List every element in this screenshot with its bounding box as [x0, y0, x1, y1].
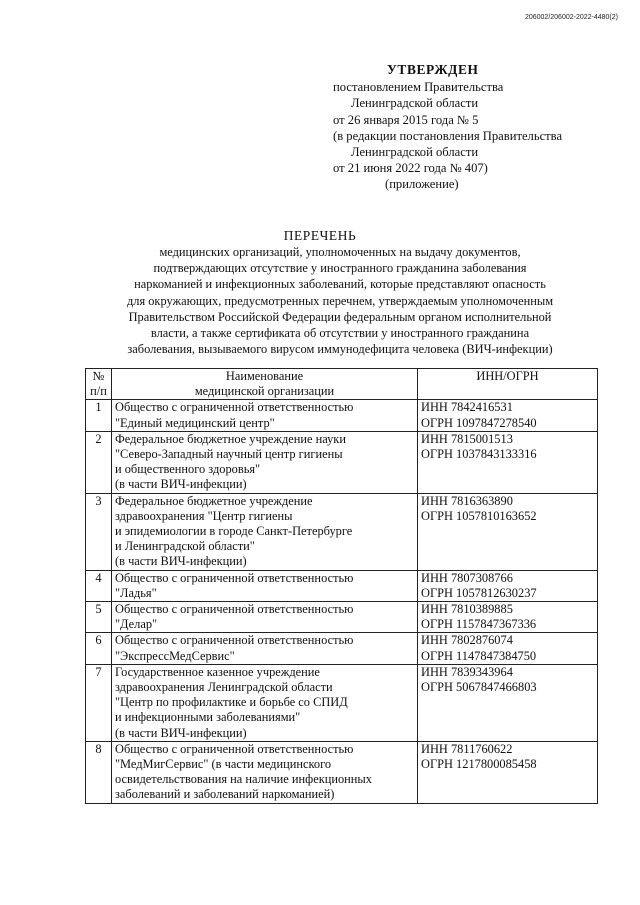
approval-line: Ленинградской области — [351, 145, 479, 160]
inn-ogrn-cell — [418, 602, 598, 633]
inn-value: ИНН 7810389885 — [421, 602, 513, 617]
organization-name — [112, 431, 418, 493]
approval-line: постановлением Правительства — [333, 80, 504, 95]
inn-value: ИНН 7811760622 — [421, 741, 513, 756]
inn-ogrn-cell — [418, 570, 598, 601]
subtitle-line: наркоманией и инфекционных заболеваний, которые представляют опасность — [134, 277, 546, 292]
organization-name-line: (в части ВИЧ-инфекции) — [115, 725, 247, 740]
subtitle-line: для окружающих, предусмотренных перечнем, утверждаемым уполномоченным — [126, 293, 554, 308]
row-number: 3 — [86, 493, 112, 570]
table-header-row — [86, 369, 598, 400]
organization-name-line: освидетельствования на наличие инфекционных — [115, 772, 372, 787]
row-number: 4 — [86, 570, 112, 601]
inn-value: ИНН 7839343964 — [421, 664, 513, 679]
inn-value: ИНН 7807308766 — [421, 570, 513, 585]
organization-name-line: и общественного здоровья" — [115, 462, 261, 477]
inn-ogrn-cell — [418, 431, 598, 493]
organization-name-line: "Северо-Западный научный центр гигиены — [115, 447, 343, 462]
inn-ogrn-cell — [418, 400, 598, 431]
inn-value: ИНН 7802876074 — [421, 633, 513, 648]
header-line: п/п — [90, 384, 107, 399]
organization-name-line: (в части ВИЧ-инфекции) — [115, 554, 247, 569]
approval-line: (приложение) — [385, 177, 459, 192]
table-row — [86, 570, 598, 601]
header-line: медицинской организации — [194, 384, 335, 399]
subtitle-line: Правительством Российской Федерации федеральным органом исполнительной — [128, 309, 552, 324]
inn-value: ИНН 7816363890 — [421, 493, 513, 508]
organizations-table — [85, 368, 598, 804]
organization-name — [112, 741, 418, 803]
row-number: 1 — [86, 400, 112, 431]
organization-name-line: "Ладья" — [115, 585, 157, 600]
organization-name-line: и Ленинградской области" — [115, 539, 255, 554]
organization-name-line: "МедМигСервис" (в части медицинского — [115, 757, 332, 772]
approval-line: от 26 января 2015 года № 5 — [333, 112, 479, 127]
organization-name-line: (в части ВИЧ-инфекции) — [115, 477, 247, 492]
organization-name-line: здравоохранения Ленинградской области — [115, 680, 333, 695]
inn-ogrn-cell — [418, 493, 598, 570]
organization-name — [112, 602, 418, 633]
approval-line: Ленинградской области — [351, 96, 479, 111]
organization-name — [112, 664, 418, 741]
organization-name-line: и инфекционными заболеваниями" — [115, 710, 301, 725]
table-row — [86, 493, 598, 570]
table-row — [86, 602, 598, 633]
organization-name-line: здравоохранения "Центр гигиены — [115, 508, 293, 523]
table-row — [86, 664, 598, 741]
subtitle-line: власти, а также сертификата об отсутствии у иностранного гражданина — [150, 326, 530, 341]
organization-name-line: Общество с ограниченной ответственностью — [115, 400, 354, 415]
header-inn-ogrn — [418, 369, 598, 400]
organization-name-line: "Делар" — [115, 617, 158, 632]
row-number: 8 — [86, 741, 112, 803]
header-line: Наименование — [225, 369, 304, 383]
table-row — [86, 633, 598, 664]
organization-name-line: Федеральное бюджетное учреждение — [115, 493, 313, 508]
organization-name-line: "Центр по профилактике и борьбе со СПИД — [115, 695, 348, 710]
organization-name-line: "ЭкспрессМедСервис" — [115, 648, 235, 663]
approval-word: УТВЕРЖДЕН — [387, 62, 479, 77]
approval-stamp — [333, 62, 562, 193]
ogrn-value: ОГРН 1057812630237 — [421, 585, 537, 600]
document-heading: ПЕРЕЧЕНЬ — [283, 228, 357, 243]
organization-name-line: Федеральное бюджетное учреждение науки — [115, 431, 346, 446]
ogrn-value: ОГРН 5067847466803 — [421, 680, 537, 695]
table-row — [86, 741, 598, 803]
organization-name-line: Общество с ограниченной ответственностью — [115, 741, 354, 756]
organization-name-line: и эпидемиологии в городе Санкт-Петербурге — [115, 524, 353, 539]
ogrn-value: ОГРН 1217800085458 — [421, 757, 537, 772]
organization-name-line: Общество с ограниченной ответственностью — [115, 602, 354, 617]
ogrn-value: ОГРН 1057810163652 — [421, 508, 537, 523]
ogrn-value: ОГРН 1037843133316 — [421, 447, 537, 462]
ogrn-value: ОГРН 1097847278540 — [421, 415, 537, 430]
table-row — [86, 400, 598, 431]
row-number: 2 — [86, 431, 112, 493]
approval-line: (в редакции постановления Правительства — [333, 128, 563, 143]
approval-line: от 21 июня 2022 года № 407) — [333, 161, 488, 176]
document-id: 206002/206002-2022-4480(2) — [524, 14, 618, 21]
organization-name — [112, 493, 418, 570]
organization-name — [112, 570, 418, 601]
inn-value: ИНН 7842416531 — [421, 400, 513, 415]
organization-name-line: "Единый медицинский центр" — [115, 415, 275, 430]
ogrn-value: ОГРН 1157847367336 — [421, 617, 537, 632]
organization-name-line: заболеваний и заболеваний наркоманией) — [115, 787, 335, 802]
row-number: 7 — [86, 664, 112, 741]
ogrn-value: ОГРН 1147847384750 — [421, 648, 537, 663]
organization-name — [112, 400, 418, 431]
organization-name-line: Государственное казенное учреждение — [115, 664, 320, 679]
subtitle-line: подтверждающих отсутствие у иностранного гражданина заболевания — [153, 261, 527, 276]
inn-ogrn-cell — [418, 664, 598, 741]
organization-name-line: Общество с ограниченной ответственностью — [115, 570, 354, 585]
inn-ogrn-cell — [418, 741, 598, 803]
row-number: 5 — [86, 602, 112, 633]
subtitle-line: заболевания, вызываемого вирусом иммунодефицита человека (ВИЧ-инфекции) — [127, 342, 553, 357]
header-line: ИНН/ОГРН — [476, 369, 539, 383]
row-number: 6 — [86, 633, 112, 664]
document-subtitle — [85, 244, 595, 357]
header-name — [112, 369, 418, 400]
subtitle-line: медицинских организаций, уполномоченных на выдачу документов, — [159, 245, 521, 259]
inn-value: ИНН 7815001513 — [421, 431, 513, 446]
organization-name — [112, 633, 418, 664]
table-row — [86, 431, 598, 493]
organization-name-line: Общество с ограниченной ответственностью — [115, 633, 354, 648]
header-number — [86, 369, 112, 400]
header-line: № — [92, 369, 105, 383]
inn-ogrn-cell — [418, 633, 598, 664]
